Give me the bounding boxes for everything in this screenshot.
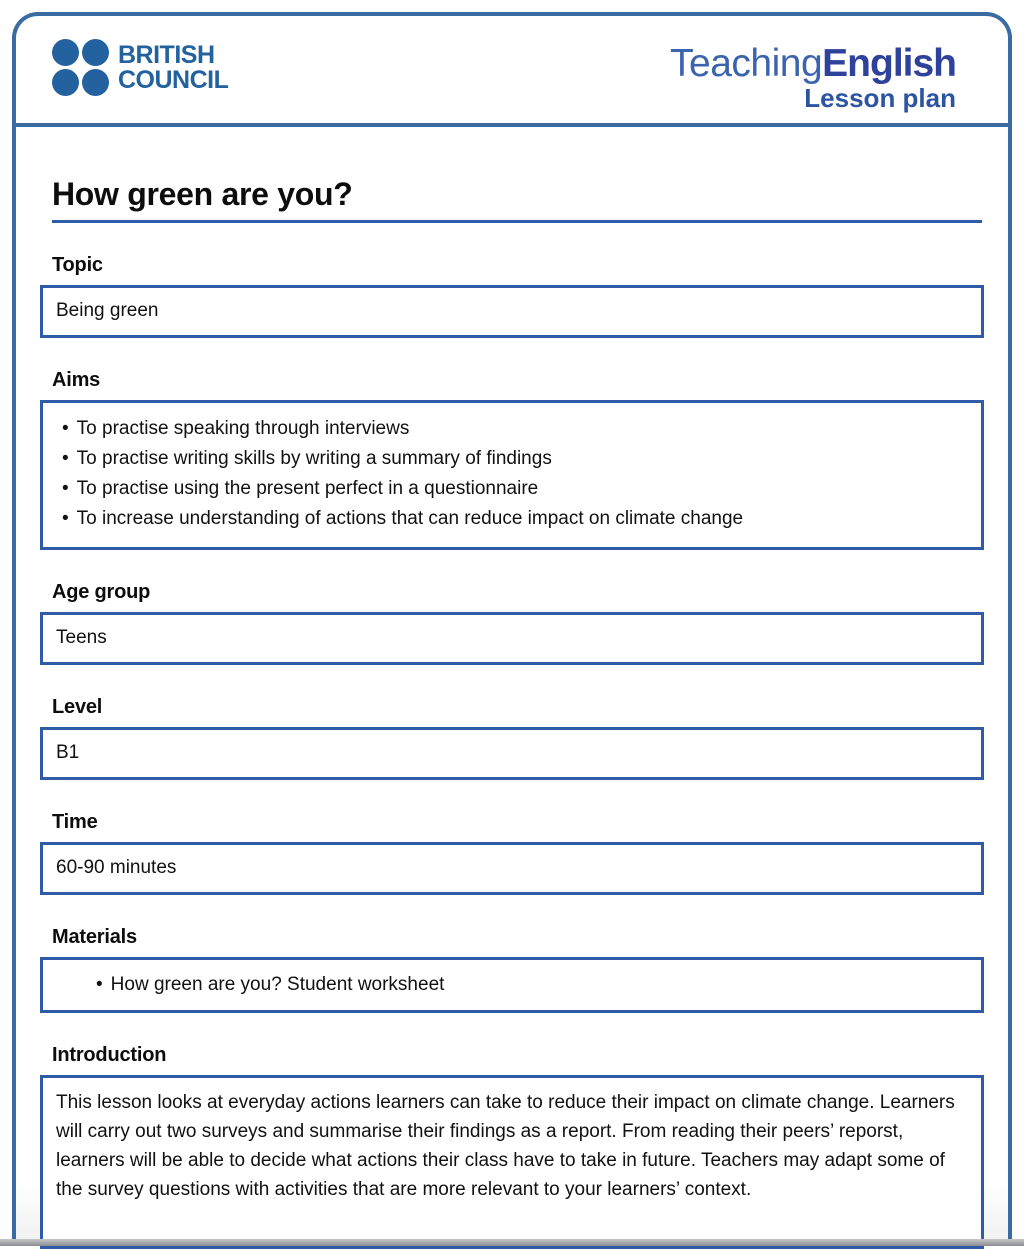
section-age-group: [40, 581, 984, 665]
bullet-item: • To increase understanding of actions that can reduce impact on climate change: [56, 504, 968, 534]
header: [16, 16, 1008, 127]
section-box: [40, 957, 984, 1013]
logo-dot-icon: [52, 69, 79, 96]
section-label: Level: [52, 696, 103, 718]
section-label: Topic: [52, 254, 103, 276]
logo-dot-icon: [82, 39, 109, 66]
section-box: [40, 727, 984, 780]
sections: [40, 254, 984, 1249]
section-label: Age group: [52, 581, 151, 603]
section-topic: [40, 254, 984, 338]
bullet-item: • To practise speaking through interviews: [56, 414, 968, 444]
section-label: Time: [52, 811, 98, 833]
british-council-logo-text: [118, 40, 229, 94]
section-value: B1: [56, 742, 80, 763]
logo-dot-icon: [52, 39, 79, 66]
teaching-english-title: [670, 41, 956, 85]
page-bottom-edge: [0, 1239, 1024, 1246]
page-title: How green are you?: [52, 176, 982, 223]
british-council-logo: [52, 39, 228, 96]
brand-english: English: [822, 41, 956, 85]
logo-dot-icon: [82, 69, 109, 96]
section-paragraph: This lesson looks at everyday actions learners can take to reduce their impact on climate change. Learners will carry out two surveys and summarise their findings as a report. From reading their peers’ reporst, learners will be able to decide what actions their class have to take in future. Teachers may adapt some of the survey questions with activities that are more relevant to your learners’ context.: [56, 1092, 955, 1200]
section-box: [40, 612, 984, 665]
section-box: [40, 400, 984, 550]
section-level: [40, 696, 984, 780]
section-value: Teens: [56, 627, 107, 648]
section-label: Aims: [52, 369, 101, 391]
logo-text-line1: BRITISH: [118, 40, 215, 69]
bullet-item: • How green are you? Student worksheet: [90, 970, 968, 1000]
logo-text-line2: COUNCIL: [118, 65, 229, 94]
teaching-english-wordmark: [670, 41, 956, 113]
logo-dots-icon: [52, 39, 109, 96]
section-label: Materials: [52, 926, 137, 948]
section-box: [40, 1075, 984, 1249]
section-box: [40, 842, 984, 895]
section-box: [40, 285, 984, 338]
section-aims: [40, 369, 984, 550]
bullet-item: • To practise using the present perfect in a questionnaire: [56, 474, 968, 504]
section-introduction: [40, 1044, 984, 1249]
document-content: [16, 176, 1008, 1249]
section-value: Being green: [56, 300, 159, 321]
page-border-frame: [12, 12, 1012, 1246]
section-materials: [40, 926, 984, 1013]
section-time: [40, 811, 984, 895]
section-value: 60-90 minutes: [56, 857, 177, 878]
bullet-item: • To practise writing skills by writing a summary of findings: [56, 444, 968, 474]
brand-teaching: Teaching: [670, 41, 823, 85]
brand-subtitle: Lesson plan: [804, 82, 956, 113]
section-label: Introduction: [52, 1044, 167, 1066]
